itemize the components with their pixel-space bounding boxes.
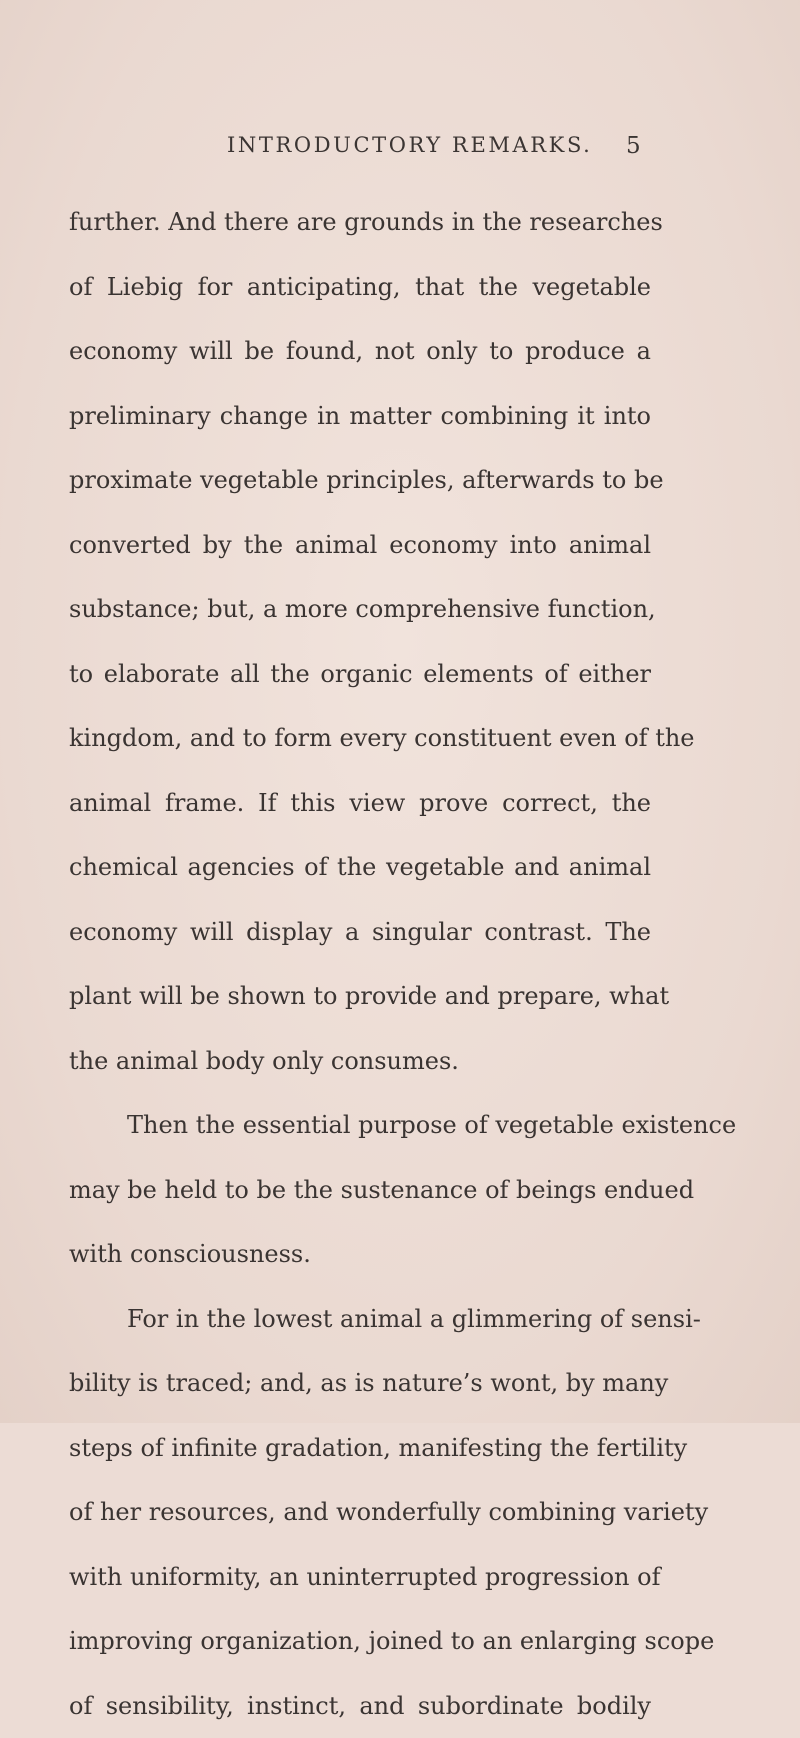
text-line: of sensibility, instinct, and subordinate bodily — [69, 1674, 651, 1738]
text-line: of Liebig for anticipating, that the vegetable — [69, 255, 651, 320]
text-line: converted by the animal economy into animal — [69, 513, 651, 578]
text-line: chemical agencies of the vegetable and animal — [69, 835, 651, 900]
text-line: to elaborate all the organic elements of either — [69, 642, 651, 707]
text-line: economy will be found, not only to produce a — [69, 319, 651, 384]
text-line: economy will display a singular contrast. The — [69, 900, 651, 965]
running-head — [0, 133, 800, 163]
body-text — [69, 190, 651, 1738]
text-line: may be held to be the sustenance of beings endued — [69, 1158, 651, 1223]
text-line: animal frame. If this view prove correct, the — [69, 771, 651, 836]
text-line: the animal body only consumes. — [69, 1029, 651, 1094]
text-line: substance; but, a more comprehensive function, — [69, 577, 651, 642]
text-line: improving organization, joined to an enlarging scope — [69, 1609, 651, 1674]
text-line: steps of infinite gradation, manifesting the fertility — [69, 1416, 651, 1481]
text-line: kingdom, and to form every constituent even of the — [69, 706, 651, 771]
text-line: with consciousness. — [69, 1222, 651, 1287]
page-number: 5 — [626, 133, 641, 159]
text-line: bility is traced; and, as is nature’s wont, by many — [69, 1351, 651, 1416]
running-title: INTRODUCTORY REMARKS. — [227, 133, 592, 157]
text-line: plant will be shown to provide and prepare, what — [69, 964, 651, 1029]
text-line: preliminary change in matter combining it into — [69, 384, 651, 449]
text-line: For in the lowest animal a glimmering of sensi- — [69, 1287, 651, 1352]
text-line: further. And there are grounds in the researches — [69, 190, 651, 255]
text-line: of her resources, and wonderfully combining variety — [69, 1480, 651, 1545]
text-line: with uniformity, an uninterrupted progression of — [69, 1545, 651, 1610]
text-line: Then the essential purpose of vegetable existence — [69, 1093, 651, 1158]
text-line: proximate vegetable principles, afterwards to be — [69, 448, 651, 513]
